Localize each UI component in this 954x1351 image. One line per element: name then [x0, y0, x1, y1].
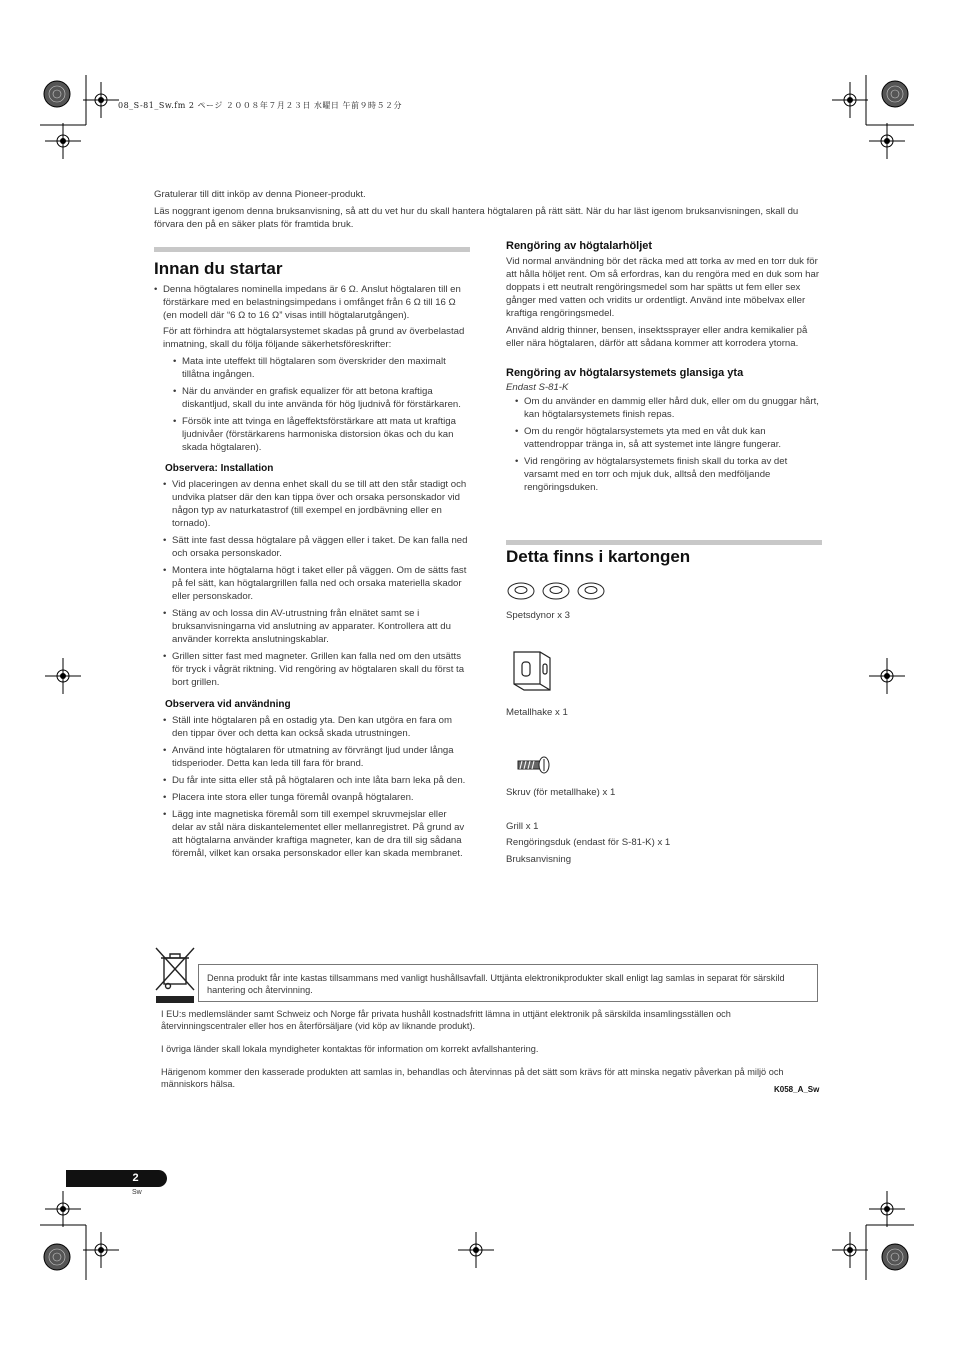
gloss-list [515, 395, 820, 494]
disposal-box [198, 964, 818, 1002]
item-spikes: Spetsdynor x 3 [506, 610, 570, 621]
list-item: • Placera inte stora eller tunga föremål ovanpå högtalaren. [163, 791, 470, 804]
section-title-kartongen: Detta finns i kartongen [506, 547, 691, 566]
disposal-code: K058_A_Sw [774, 1085, 820, 1094]
clean-paragraph-2: Använd aldrig thinner, bensen, insektssprayer eller andra kemikalier på eller nära högtalaren, därför att sådana kommer att korrodera ytorna. [506, 325, 808, 349]
list-item: • När du använder en grafisk equalizer för att betona kraftiga diskantljud, skall du inte använda för hög ljudnivå för förstärkaren. [173, 385, 470, 411]
language-code: Sw [132, 1189, 142, 1196]
precautions-list [154, 283, 470, 322]
list-item: • Mata inte uteffekt till högtalaren som överskrider den maximalt tillåtna ingången. [173, 355, 470, 381]
weee-bin-icon [154, 944, 198, 1006]
section-rule [506, 540, 822, 545]
list-item: • Stäng av och lossa din AV-utrustning från elnätet samt se i bruksanvisningarna vid anslutning av apparater. Kontrollera att du använder korrekta anslutningskablar. [163, 607, 470, 646]
list-item: • Grillen sitter fast med magneter. Grillen kan falla ned om den utsätts för tryck i vågrät riktning. Vid rengöring av högtalaren skall du först ta bort grillen. [163, 650, 470, 689]
use-heading: Observera vid användning [165, 699, 291, 710]
item-grill: Grill x 1 [506, 821, 539, 832]
list-item: • Ställ inte högtalaren på en ostadig yta. Den kan utgöra en fara om den tippar över och detta kan också skada utrustningen. [163, 714, 470, 740]
gloss-note: Endast S-81-K [506, 382, 569, 393]
item-screw: Skruv (för metallhake) x 1 [506, 787, 616, 798]
section-rule [154, 247, 470, 252]
list-item: • Sätt inte fast dessa högtalare på väggen eller i taket. De kan falla ned och orsaka personskador. [163, 534, 470, 560]
screw-icon [516, 755, 552, 775]
item-bracket: Metallhake x 1 [506, 707, 568, 718]
intro [154, 188, 819, 231]
section-title-innan: Innan du startar [154, 259, 283, 278]
safety-sublist [173, 355, 470, 454]
spike-pads-icon [506, 578, 610, 604]
disposal-paragraph-3: Härigenom kommer den kasserade produkten att samlas in, behandlas och återvinnas på det sätt som krävs för att minska negativ påverkan på miljö och människors hälsa. [161, 1067, 784, 1089]
list-item: • Om du rengör högtalarsystemets yta med en våt duk kan vattendroppar tränga in, så att systemet inte längre fungerar. [515, 425, 820, 451]
list-item: • Om du använder en dammig eller hård duk, eller om du gnuggar hårt, kan högtalarsystemets finish repas. [515, 395, 820, 421]
disposal-paragraph-2: I övriga länder skall lokala myndigheter kontaktas för information om korrekt avfallshantering. [161, 1044, 539, 1054]
list-item [154, 283, 470, 322]
safety-intro: För att förhindra att högtalarsystemet skadas på grund av överbelastad inmatning, skall du följa följande säkerhetsföreskrifter: [163, 326, 465, 350]
impedance-text: Denna högtalares nominella impedans är 6 Ω. Anslut högtalaren till en förstärkare med en belastningsimpedans i omfånget från 6 Ω till 16 Ω (en modell där “6 Ω to 16 Ω” visas intill högtalarutgången). [163, 284, 461, 321]
clean-paragraph-1: Vid normal användning bör det räcka med att torka av med en torr duk för att hålla höljet rent. Om så erfordras, kan du rengöra med en duk som har doppats i ett neutralt rengöringsmedel som har spätts ut fem eller sex gånger med vatten och vridits ur ordentligt. Använd inte möbelvax eller kraftiga rengöringsmedel. [506, 256, 820, 319]
disposal-paragraph-1: I EU:s medlemsländer samt Schweiz och Norge får privata hushåll kostnadsfritt lämna in uttjänt elektronik på särskilda insamlingsställen och återvinningscentraler eller hos en återförsäljare (vid köp av liknande produkt). [161, 1009, 731, 1031]
use-list [163, 714, 470, 860]
page-number [66, 1170, 167, 1187]
list-item: • Vid placeringen av denna enhet skall du se till att den står stadigt och undvika platser där den kan tippa över och orsaka personskador vid någon typ av naturkatastrof (till exempel en jordbävning eller en tornado). [163, 478, 470, 530]
list-item: • Försök inte att tvinga en lågeffektsförstärkare att mata ut kraftiga ljudnivåer (förstärkarens harmoniska distorsion ökas och du kan skada högtalaren). [173, 415, 470, 454]
list-item: • Vid rengöring av högtalarsystemets finish skall du torka av det varsamt med en torr och mjuk duk, alltså den medföljande rengöringsduken. [515, 455, 820, 494]
page-number-text: 2 [132, 1172, 139, 1184]
install-list [163, 478, 470, 689]
item-manual: Bruksanvisning [506, 854, 572, 865]
intro-line-2: Läs noggrant igenom denna bruksanvisning, så att du vet hur du skall hantera högtalaren på rätt sätt. När du har läst igenom bruksanvisningen, skall du förvara den på en säker plats för framtida bruk. [154, 206, 799, 230]
list-item: • Lägg inte magnetiska föremål som till exempel skruvmejslar eller delar av stål nära diskantelementet eller mellanregistret. På grund av att högtalarna använder kraftiga magneter, kan de dra till sig sådana föremål, vilket kan orsaka personskador eller kan skada membranet. [163, 808, 470, 860]
install-heading: Observera: Installation [165, 463, 274, 474]
disposal-text [161, 1008, 816, 1090]
left-column [154, 247, 470, 864]
file-info-header: 08_S-81_Sw.fm 2 ページ ２００８年７月２３日 水曜日 午前９時５２分 [118, 101, 402, 110]
clean-heading: Rengöring av högtalarhöljet [506, 240, 653, 252]
metal-bracket-icon [510, 648, 556, 694]
list-item: • Använd inte högtalaren för utmatning av förvrängt ljud under långa tidsperioder. Detta kan leda till fara för brand. [163, 744, 470, 770]
item-cloth: Rengöringsduk (endast för S-81-K) x 1 [506, 837, 671, 848]
gloss-heading: Rengöring av högtalarsystemets glansiga yta [506, 367, 744, 379]
list-item: • Du får inte sitta eller stå på högtalaren och inte låta barn leka på den. [163, 774, 470, 787]
intro-line-1: Gratulerar till ditt inköp av denna Pioneer-produkt. [154, 189, 366, 200]
right-column [506, 240, 820, 498]
list-item: • Montera inte högtalarna högt i taket eller på väggen. Om de sätts fast på fel sätt, kan högtalargrillen falla ned och orsaka materiella skador eller personskador. [163, 564, 470, 603]
disposal-box-text: Denna produkt får inte kastas tillsammans med vanligt hushållsavfall. Uttjänta elektronikprodukter skall enligt lag samlas in separat för särskild hantering och återvinning. [207, 973, 785, 995]
